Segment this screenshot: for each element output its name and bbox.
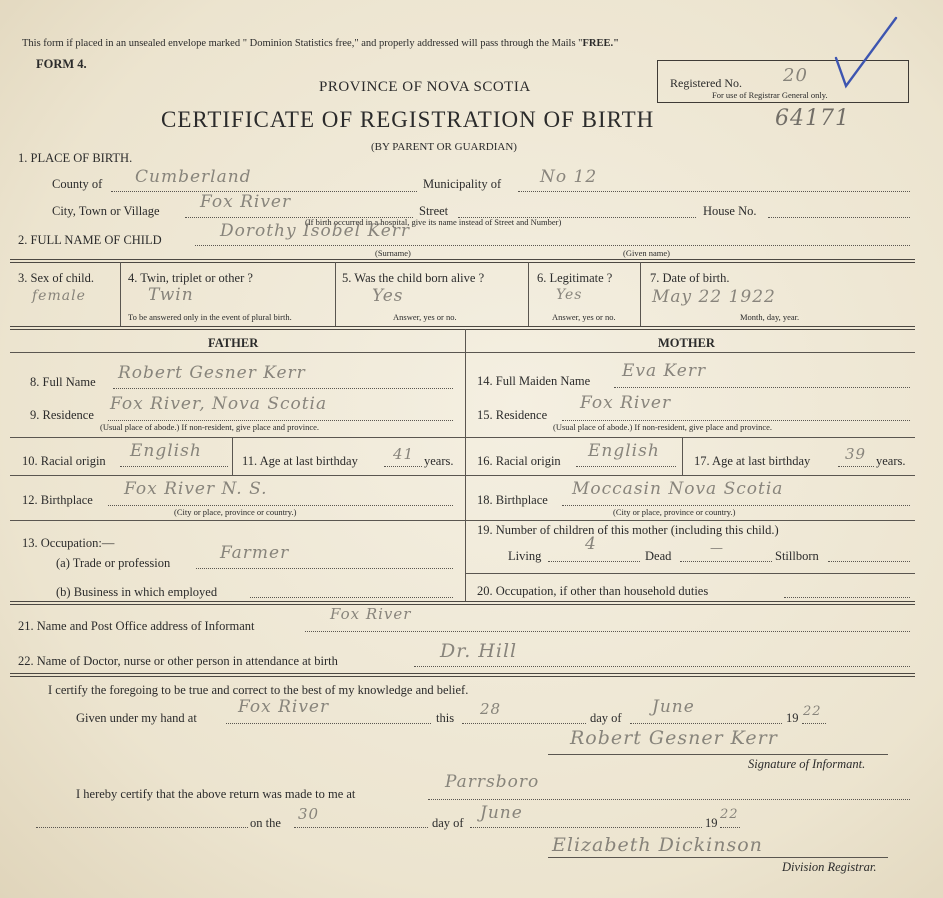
father-name-value: Robert Gesner Kerr — [118, 363, 306, 383]
father-birthplace-value: Fox River N. S. — [124, 479, 268, 499]
father-abode-note: (Usual place of abode.) If non-resident, give place and province. — [100, 422, 320, 432]
on-the-label: on the — [250, 816, 281, 830]
mother-age-label: 17. Age at last birthday — [694, 454, 811, 468]
twin-label: 4. Twin, triplet or other ? — [128, 271, 253, 285]
registrar-signature: Elizabeth Dickinson — [552, 834, 763, 856]
municipality-value: No 12 — [540, 167, 598, 187]
registrar-note: For use of Registrar General only. — [712, 90, 828, 100]
mother-racial-value: English — [588, 441, 660, 461]
mother-birthplace-note: (City or place, province or country.) — [613, 507, 736, 517]
day2-value: June — [480, 803, 523, 823]
informant-signature-label: Signature of Informant. — [748, 757, 866, 771]
father-age-value: 41 — [393, 445, 415, 463]
given-name-note: (Given name) — [623, 248, 670, 258]
return-place: Parrsboro — [445, 772, 540, 792]
county-label: County of — [52, 177, 103, 191]
father-birthplace-note: (City or place, province or country.) — [174, 507, 297, 517]
alive-label: 5. Was the child born alive ? — [342, 271, 485, 285]
twin-note: To be answered only in the event of plural birth. — [128, 312, 292, 322]
informant-value: Fox River — [330, 605, 412, 623]
surname-note: (Surname) — [375, 248, 411, 258]
children-count-label: 19. Number of children of this mother (including this child.) — [477, 523, 779, 537]
on-the-value: 30 — [298, 805, 320, 823]
doctor-value: Dr. Hill — [440, 640, 518, 662]
county-value: Cumberland — [135, 167, 252, 187]
mother-occupation-label: 20. Occupation, if other than household duties — [477, 584, 709, 598]
birth-date-label: 7. Date of birth. — [650, 271, 730, 285]
registered-number: 20 — [783, 65, 808, 86]
municipality-label: Municipality of — [423, 177, 502, 191]
year-value: 22 — [803, 704, 822, 719]
legitimate-value: Yes — [556, 287, 583, 303]
father-residence-label: 9. Residence — [30, 408, 94, 422]
registrar-label: Division Registrar. — [782, 860, 877, 874]
dead-label: Dead — [645, 549, 672, 563]
this-value: 28 — [480, 700, 502, 718]
given-label: Given under my hand at — [76, 711, 197, 725]
mail-notice-text: This form if placed in an unsealed envelope marked " Dominion Statistics free," and properly addressed will pass through the Mails " — [22, 38, 583, 49]
street-label: Street — [419, 204, 449, 218]
father-birthplace-label: 12. Birthplace — [22, 493, 93, 507]
stillborn-label: Stillborn — [775, 549, 819, 563]
return-label: I hereby certify that the above return was made to me at — [76, 787, 356, 801]
hospital-note: (If birth occurred in a hospital, give its name instead of Street and Number) — [305, 217, 562, 227]
mother-residence-label: 15. Residence — [477, 408, 548, 422]
province-heading: PROVINCE OF NOVA SCOTIA — [319, 79, 531, 95]
certificate-title: CERTIFICATE OF REGISTRATION OF BIRTH — [161, 107, 655, 132]
registered-label: Registered No. — [670, 76, 742, 90]
doctor-label: 22. Name of Doctor, nurse or other person in attendance at birth — [18, 654, 338, 668]
living-value: 4 — [585, 534, 597, 554]
year2-value: 22 — [720, 807, 739, 822]
child-name-label: 2. FULL NAME OF CHILD — [18, 233, 162, 247]
father-residence-value: Fox River, Nova Scotia — [110, 394, 328, 414]
informant-label: 21. Name and Post Office address of Informant — [18, 619, 255, 633]
certificate-subtitle: (BY PARENT OR GUARDIAN) — [371, 141, 517, 153]
place-heading: 1. PLACE OF BIRTH. — [18, 151, 133, 165]
year2-prefix: 19 — [705, 816, 718, 830]
occupation-label: 13. Occupation:— — [22, 536, 115, 550]
mother-birthplace-value: Moccasin Nova Scotia — [572, 479, 784, 499]
mother-maiden-label: 14. Full Maiden Name — [477, 374, 591, 388]
child-name-value: Dorothy Isobel Kerr — [220, 221, 411, 241]
business-label: (b) Business in which employed — [56, 585, 218, 599]
mother-maiden-value: Eva Kerr — [622, 361, 707, 381]
house-label: House No. — [703, 204, 757, 218]
father-heading: FATHER — [208, 336, 259, 350]
mother-residence-value: Fox River — [580, 393, 672, 413]
alive-value: Yes — [372, 286, 404, 306]
alive-note: Answer, yes or no. — [393, 312, 457, 322]
day-of-label: day of — [590, 711, 622, 725]
year-prefix: 19 — [786, 711, 799, 725]
trade-label: (a) Trade or profession — [56, 556, 171, 570]
father-age-label: 11. Age at last birthday — [242, 454, 358, 468]
mother-age-value: 39 — [845, 445, 867, 463]
legitimate-label: 6. Legitimate ? — [537, 271, 613, 285]
sex-value: female — [32, 288, 86, 304]
given-place: Fox River — [238, 697, 330, 717]
mail-free: FREE." — [582, 38, 619, 49]
mail-notice — [22, 37, 619, 51]
city-label: City, Town or Village — [52, 204, 160, 218]
mother-racial-label: 16. Racial origin — [477, 454, 561, 468]
mother-heading: MOTHER — [658, 336, 715, 350]
certify-statement: I certify the foregoing to be true and correct to the best of my knowledge and belief. — [48, 683, 469, 697]
dead-value: — — [710, 541, 724, 556]
father-name-label: 8. Full Name — [30, 375, 96, 389]
day2-label: day of — [432, 816, 464, 830]
informant-signature: Robert Gesner Kerr — [570, 727, 778, 749]
city-value: Fox River — [200, 192, 292, 212]
form-number: FORM 4. — [36, 57, 87, 71]
father-years: years. — [424, 454, 454, 468]
birth-date-value: May 22 1922 — [652, 287, 776, 307]
mother-birthplace-label: 18. Birthplace — [477, 493, 548, 507]
trade-value: Farmer — [220, 543, 290, 563]
living-label: Living — [508, 549, 542, 563]
father-racial-value: English — [130, 441, 202, 461]
day-of-value: June — [652, 697, 695, 717]
mother-years: years. — [876, 454, 906, 468]
sex-label: 3. Sex of child. — [18, 271, 95, 285]
this-label: this — [436, 711, 455, 725]
stamp-number: 64171 — [775, 106, 850, 131]
birth-date-note: Month, day, year. — [740, 312, 800, 322]
mother-abode-note: (Usual place of abode.) If non-resident, give place and province. — [553, 422, 773, 432]
legitimate-note: Answer, yes or no. — [552, 312, 616, 322]
check-mark — [832, 14, 902, 94]
twin-value: Twin — [148, 285, 194, 305]
father-racial-label: 10. Racial origin — [22, 454, 106, 468]
